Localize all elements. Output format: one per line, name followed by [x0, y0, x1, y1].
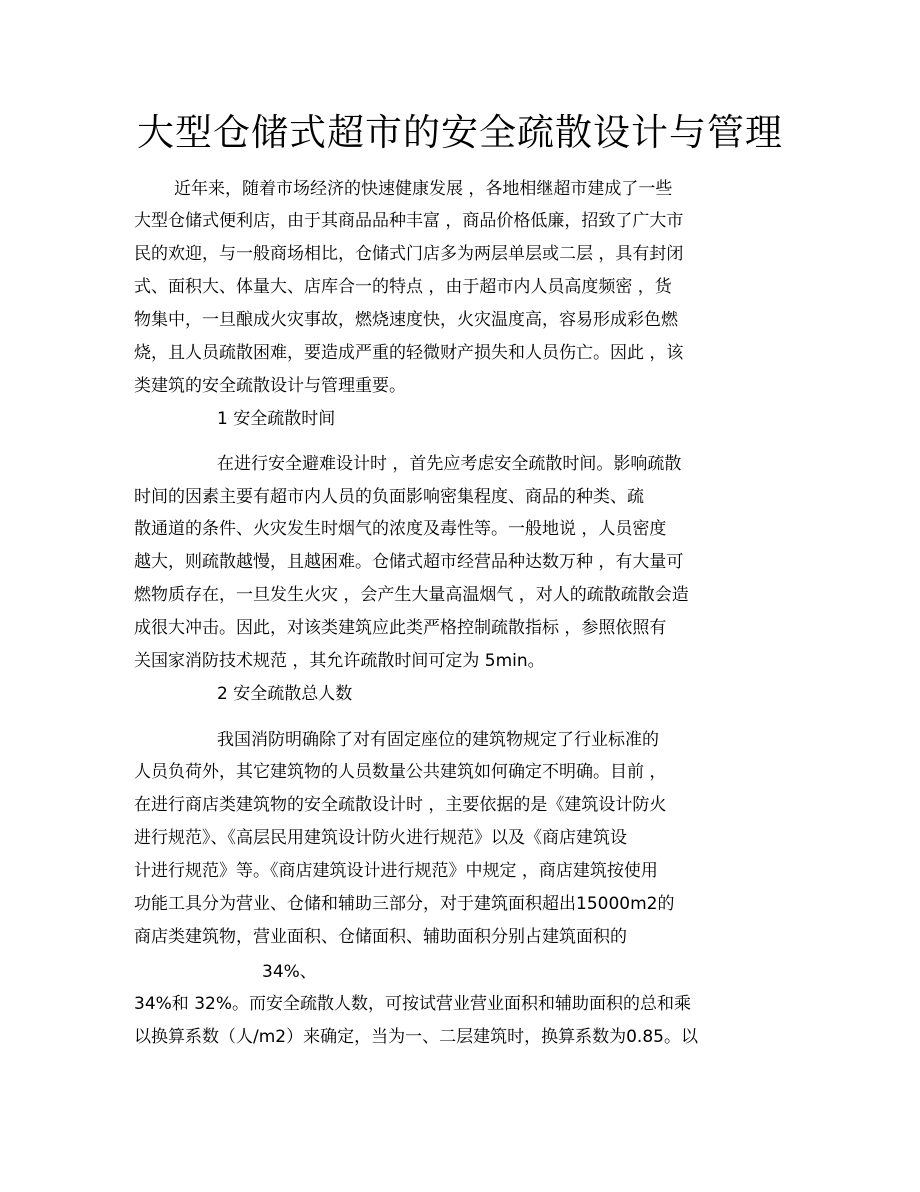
- text-line: 燃物质存在，一旦发生火灾 ，会产生大量高温烟气 ，对人的疏散疏散会造: [134, 585, 689, 605]
- text-line: 大型仓储式便利店，由于其商品品种丰富 ，商品价格低廉，招致了广大市: [134, 211, 684, 231]
- text-line: 计进行规范》等。《商店建筑设计进行规范》中规定 ，商店建筑按使用: [134, 861, 658, 881]
- section-heading: 1 安全疏散时间: [217, 409, 336, 429]
- section-heading: 2 安全疏散总人数: [217, 684, 353, 704]
- text-line: 时间的因素主要有超市内人员的负面影响密集程度、商品的种类、疏: [134, 487, 644, 507]
- text-line: 成很大冲击。因此，对该类建筑应此类严格控制疏散指标 ，参照依照有: [134, 618, 667, 638]
- text-line: 商店类建筑物，营业面积、仓储面积、辅助面积分别占建筑面积的: [134, 927, 627, 947]
- text-line: 民的欢迎，与一般商场相比，仓储式门店多为两层单层或二层 ，具有封闭: [134, 244, 684, 264]
- text-line: 物集中，一旦酿成火灾事故，燃烧速度快，火灾温度高，容易形成彩色燃: [134, 310, 678, 330]
- text-line: 关国家消防技术规范 ，其允许疏散时间可定为 5min。: [134, 651, 545, 671]
- text-line: 34%和 32%。而安全疏散人数，可按试营业营业面积和辅助面积的总和乘: [134, 994, 691, 1014]
- text-line: 烧，且人员疏散困难，要造成严重的轻微财产损失和人员伤亡。因此 ，该: [134, 343, 684, 363]
- text-line: 进行规范》、《高层民用建筑设计防火进行规范》以及《商店建筑设: [134, 828, 627, 848]
- text-line: 我国消防明确除了对有固定座位的建筑物规定了行业标准的: [217, 730, 659, 750]
- text-line: 在进行商店类建筑物的安全疏散设计时 ，主要依据的是《建筑设计防火: [134, 795, 667, 815]
- text-line: 类建筑的安全疏散设计与管理重要。: [134, 376, 406, 396]
- text-line: 34%、: [262, 962, 317, 982]
- text-line: 人员负荷外，其它建筑物的人员数量公共建筑如何确定不明确。目前 ，: [134, 762, 667, 782]
- text-line: 散通道的条件、火灾发生时烟气的浓度及毒性等。一般地说 ，人员密度: [134, 519, 667, 539]
- text-line: 式、面积大、体量大、店库合一的特点 ，由于超市内人员高度频密 ，货: [134, 277, 672, 297]
- text-line: 功能工具分为营业、仓储和辅助三部分，对于建筑面积超出15000m2的: [134, 894, 675, 914]
- page-title: 大型仓储式超市的安全疏散设计与管理: [137, 111, 783, 154]
- text-line: 在进行安全避难设计时 ，首先应考虑安全疏散时间。影响疏散: [217, 454, 682, 474]
- text-line: 近年来，随着市场经济的快速健康发展 ，各地相继超市建成了一些: [174, 179, 673, 199]
- text-line: 越大，则疏散越慢，且越困难。仓储式超市经营品种达数万种 ，有大量可: [134, 552, 684, 572]
- text-line: 以换算系数（人/m2）来确定，当为一、二层建筑时，换算系数为0.85。以: [134, 1027, 698, 1047]
